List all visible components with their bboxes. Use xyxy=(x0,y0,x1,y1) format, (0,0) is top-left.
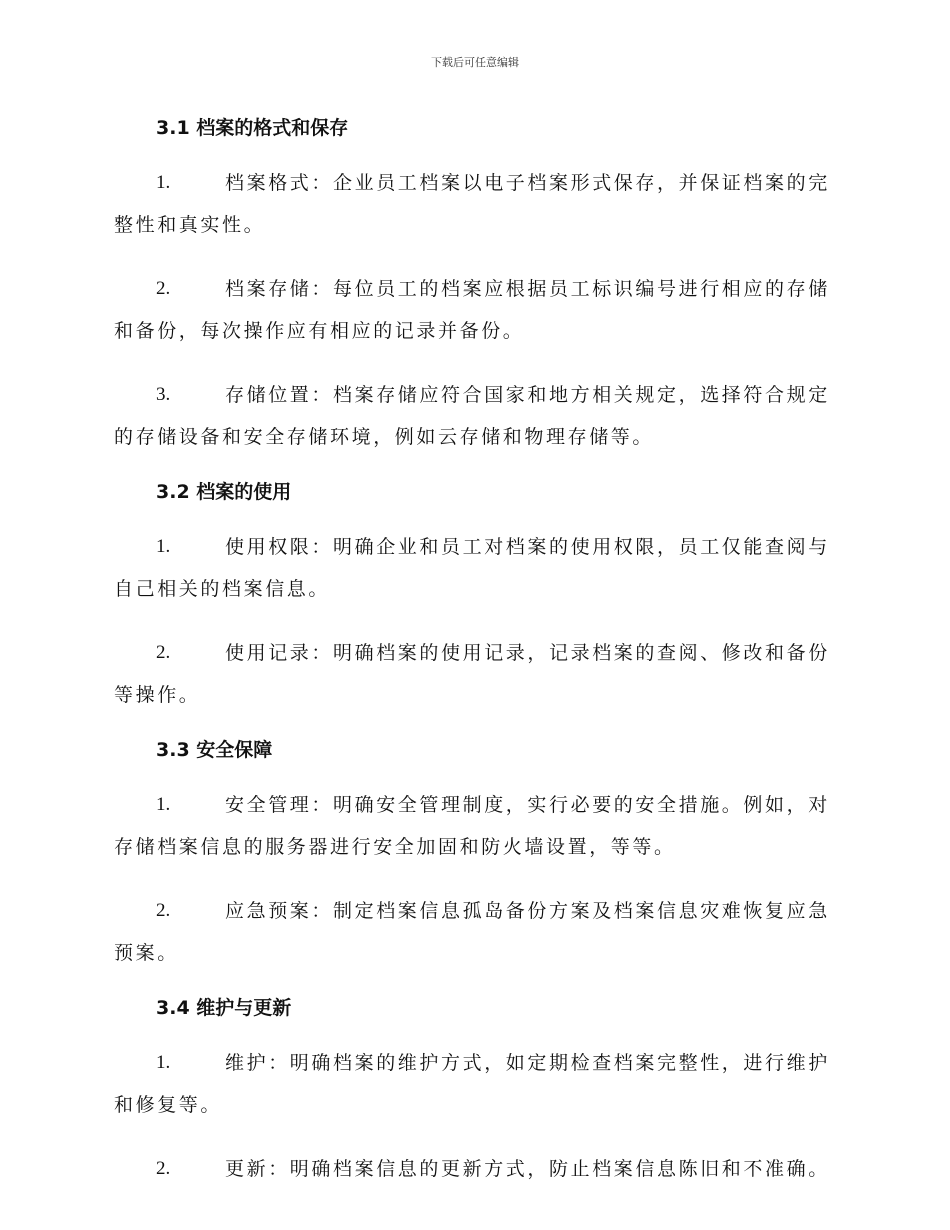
section-heading: 3.1 档案的格式和保存 xyxy=(156,117,349,139)
list-item xyxy=(114,268,832,352)
item-text-continued: 存储档案信息的服务器进行安全加固和防火墙设置，等等。 xyxy=(114,836,676,858)
item-text: 安全管理：明确安全管理制度，实行必要的安全措施。例如，对 xyxy=(225,794,830,816)
item-text-continued: 自己相关的档案信息。 xyxy=(114,578,331,600)
list-item xyxy=(114,890,832,974)
item-text: 使用记录：明确档案的使用记录，记录档案的查阅、修改和备份 xyxy=(225,642,830,664)
item-text: 更新：明确档案信息的更新方式，防止档案信息陈旧和不准确。 xyxy=(225,1158,830,1180)
item-text: 维护：明确档案的维护方式，如定期检查档案完整性，进行维护 xyxy=(225,1052,830,1074)
list-item xyxy=(114,526,832,610)
item-text-continued: 整性和真实性。 xyxy=(114,214,266,236)
section-heading: 3.3 安全保障 xyxy=(156,739,273,761)
item-number: 1. xyxy=(156,1052,171,1073)
item-text: 使用权限：明确企业和员工对档案的使用权限，员工仅能查阅与 xyxy=(225,536,830,558)
list-item xyxy=(114,632,832,716)
list-item xyxy=(114,784,832,868)
document-body xyxy=(114,112,832,1190)
item-text: 应急预案：制定档案信息孤岛备份方案及档案信息灾难恢复应急 xyxy=(225,900,830,922)
item-text-continued: 等操作。 xyxy=(114,684,201,706)
item-text: 档案格式：企业员工档案以电子档案形式保存，并保证档案的完 xyxy=(225,172,830,194)
item-text: 存储位置：档案存储应符合国家和地方相关规定，选择符合规定 xyxy=(225,384,830,406)
item-number: 2. xyxy=(156,900,171,921)
item-number: 2. xyxy=(156,642,171,663)
item-text-continued: 和备份，每次操作应有相应的记录并备份。 xyxy=(114,320,525,342)
page-header: 下载后可任意编辑 xyxy=(431,56,519,69)
section-heading: 3.4 维护与更新 xyxy=(156,997,292,1019)
item-number: 1. xyxy=(156,536,171,557)
list-item xyxy=(114,1042,832,1126)
item-number: 2. xyxy=(156,1158,171,1179)
item-text-continued: 和修复等。 xyxy=(114,1094,223,1116)
item-text-continued: 的存储设备和安全存储环境，例如云存储和物理存储等。 xyxy=(114,426,655,448)
item-number: 1. xyxy=(156,794,171,815)
item-number: 3. xyxy=(156,384,171,405)
list-item xyxy=(114,1148,832,1190)
item-number: 2. xyxy=(156,278,171,299)
list-item xyxy=(114,162,832,246)
item-number: 1. xyxy=(156,172,171,193)
list-item xyxy=(114,374,832,458)
item-text: 档案存储：每位员工的档案应根据员工标识编号进行相应的存储 xyxy=(225,278,830,300)
section-heading: 3.2 档案的使用 xyxy=(156,481,292,503)
item-text-continued: 预案。 xyxy=(114,942,179,964)
